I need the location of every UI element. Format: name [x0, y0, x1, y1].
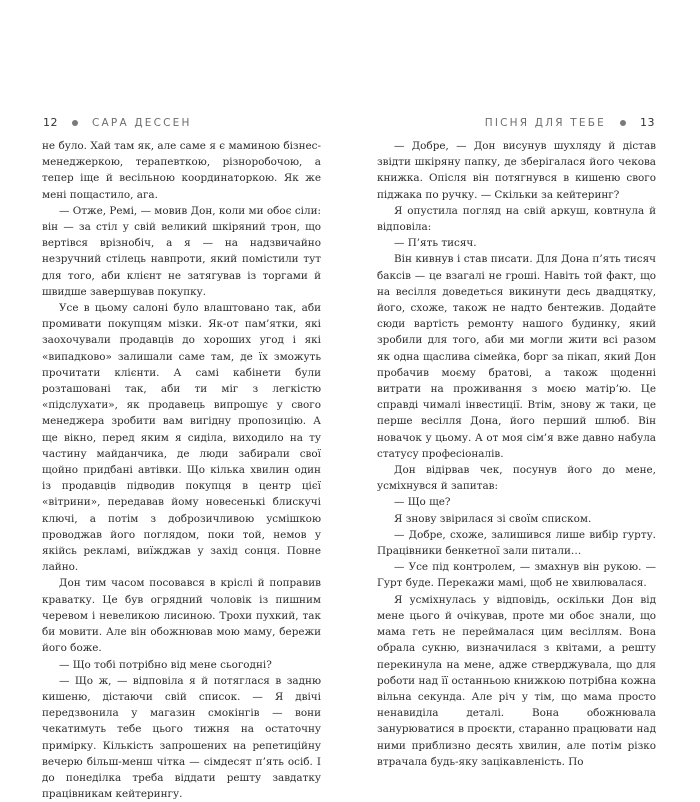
paragraph: Дон тим часом посовався в кріслі й поправив краватку. Це був огрядний чоловік із пишним черевом і невеликою лисиною. Трохи пухкий, так би мовити. Але він обожнював мою маму, бережи його боже. — [42, 577, 321, 655]
paragraph: Він кивнув і став писати. Для Дона п’ять тисяч баксів — це взагалі не гроші. Навіть той факт, що на весілля доведеться викинути десь двадцятку, його, схоже, також не надто бентежив. Додайте сюди вартість ремонту нашого будинку, який зробили для того, аби ми могли жити всі разом як одна щаслива сімейка, борг за пікап, який Дон пробачив моєму братові, а також щоденні витрати на проживання з моєю матір’ю. Це справді чималі інвестиції. Втім, знову ж таки, це перше весілля Дона, його перший шлюб. Він новачок у цьому. А от моя сім’я вже давно набула статусу професіоналів. — [377, 253, 656, 460]
paragraph: — Що тобі потрібно від мене сьогодні? — [59, 658, 272, 671]
paragraph: — Що ще? — [394, 496, 451, 509]
left-page-body — [42, 138, 321, 802]
book-title: ПІСНЯ ДЛЯ ТЕБЕ — [484, 116, 606, 129]
paragraph: Я усміхнулась у відповідь, оскільки Дон від мене цього й очікував, проте ми обоє знали, що мама геть не переймалася цим весіллям. Вона обрала сукню, визначилася з квітами, а решту перекинула на мене, адже стверджувала, що для роботи над її останньою книжкою потрібна кожна вільна секунда. Але річ у тім, що мама просто ненавиділа деталі. Вона обожнювала занурюватися в проєкти, старанно працювати над ними приблизно десять хвилин, але потім різко втрачала будь-яку зацікавленість. По — [377, 593, 656, 768]
paragraph: Дон відірвав чек, посунув його до мене, усміхнувся й запитав: — [377, 464, 656, 493]
paragraph: не було. Хай там як, але саме я є маминою бізнес-менеджеркою, терапевткою, різноробочою, а тепер іще й весільною координаторкою. Як же мені пощастило, ага. — [42, 140, 321, 201]
page-number: 12 — [43, 116, 58, 129]
paragraph: Я знову звірилася зі своїм списком. — [394, 512, 592, 525]
right-running-head — [485, 116, 655, 129]
paragraph: — Що ж, — відповіла я й потяглася в задню кишеню, дістаючи свій список. — Я двічі передзвонила у магазин смокінгів — вони чекатимуть тебе цього тижня на остаточну примірку. Кількість запрошених на репетиційну вечерю більш-менш чітка — сімдесят п’ять осіб. І до понеділка треба віддати решту завдатку працівникам кейтерингу. — [42, 674, 321, 801]
paragraph: — Добре, — Дон висунув шухляду й дістав звідти шкіряну папку, де зберігалася його чекова книжка. Опісля він потягнувся в кишеню свого піджака по ручку. — Скільки за кейтеринг? — [377, 140, 656, 201]
right-page-body — [377, 138, 656, 770]
paragraph: — П’ять тисяч. — [394, 237, 477, 250]
left-running-head — [43, 116, 192, 129]
bullet-separator-icon — [72, 120, 78, 126]
paragraph: — Отже, Ремі, — мовив Дон, коли ми обоє сіли: він — за стіл у свій великий шкіряний трон, що вертівся врізнобіч, а я — на надзвичайно незручний стілець навпроти, який помістили тут для того, аби клієнт не затягував із торгами й швидше завершував покупку. — [42, 204, 321, 298]
paragraph: — Добре, схоже, залишився лише вибір гурту. Працівники бенкетної зали питали… — [377, 528, 656, 558]
paragraph: — Усе під контролем, — змахнув він рукою. — Гурт буде. Перекажи мамі, щоб не хвилювалася. — [377, 561, 656, 590]
bullet-separator-icon — [620, 120, 626, 126]
right-page — [350, 0, 700, 768]
left-page — [0, 0, 350, 801]
page-number: 13 — [640, 116, 655, 129]
paragraph: Я опустила погляд на свій аркуш, ковтнула й відповіла: — [377, 204, 656, 234]
paragraph: Усе в цьому салоні було влаштовано так, аби промивати покупцям мізки. Як-от пам’ятки, які заохочували продавців до хороших угод і які «випадково» залишали саме там, де їх зможуть прочитати клієнти. А самі кабінети були розташовані так, аби ти міг з легкістю «підслухати», як продавець випрошує у свого менеджера зробити вам вигідну пропозицію. А ще вікно, перед яким я сиділа, виходило на ту частину майданчика, де люди забирали свої щойно придбані автівки. Що кілька хвилин один із продавців підводив покупця в центр цієї «вітрини», передавав йому новесенькі блискучі ключі, а потім з доброзичливою усмішкою проводжав його поглядом, поки той, немов у якійсь рекламі, виїжджав у захід сонця. Повне лайно. — [42, 302, 321, 574]
author-name: САРА ДЕССЕН — [92, 116, 192, 129]
